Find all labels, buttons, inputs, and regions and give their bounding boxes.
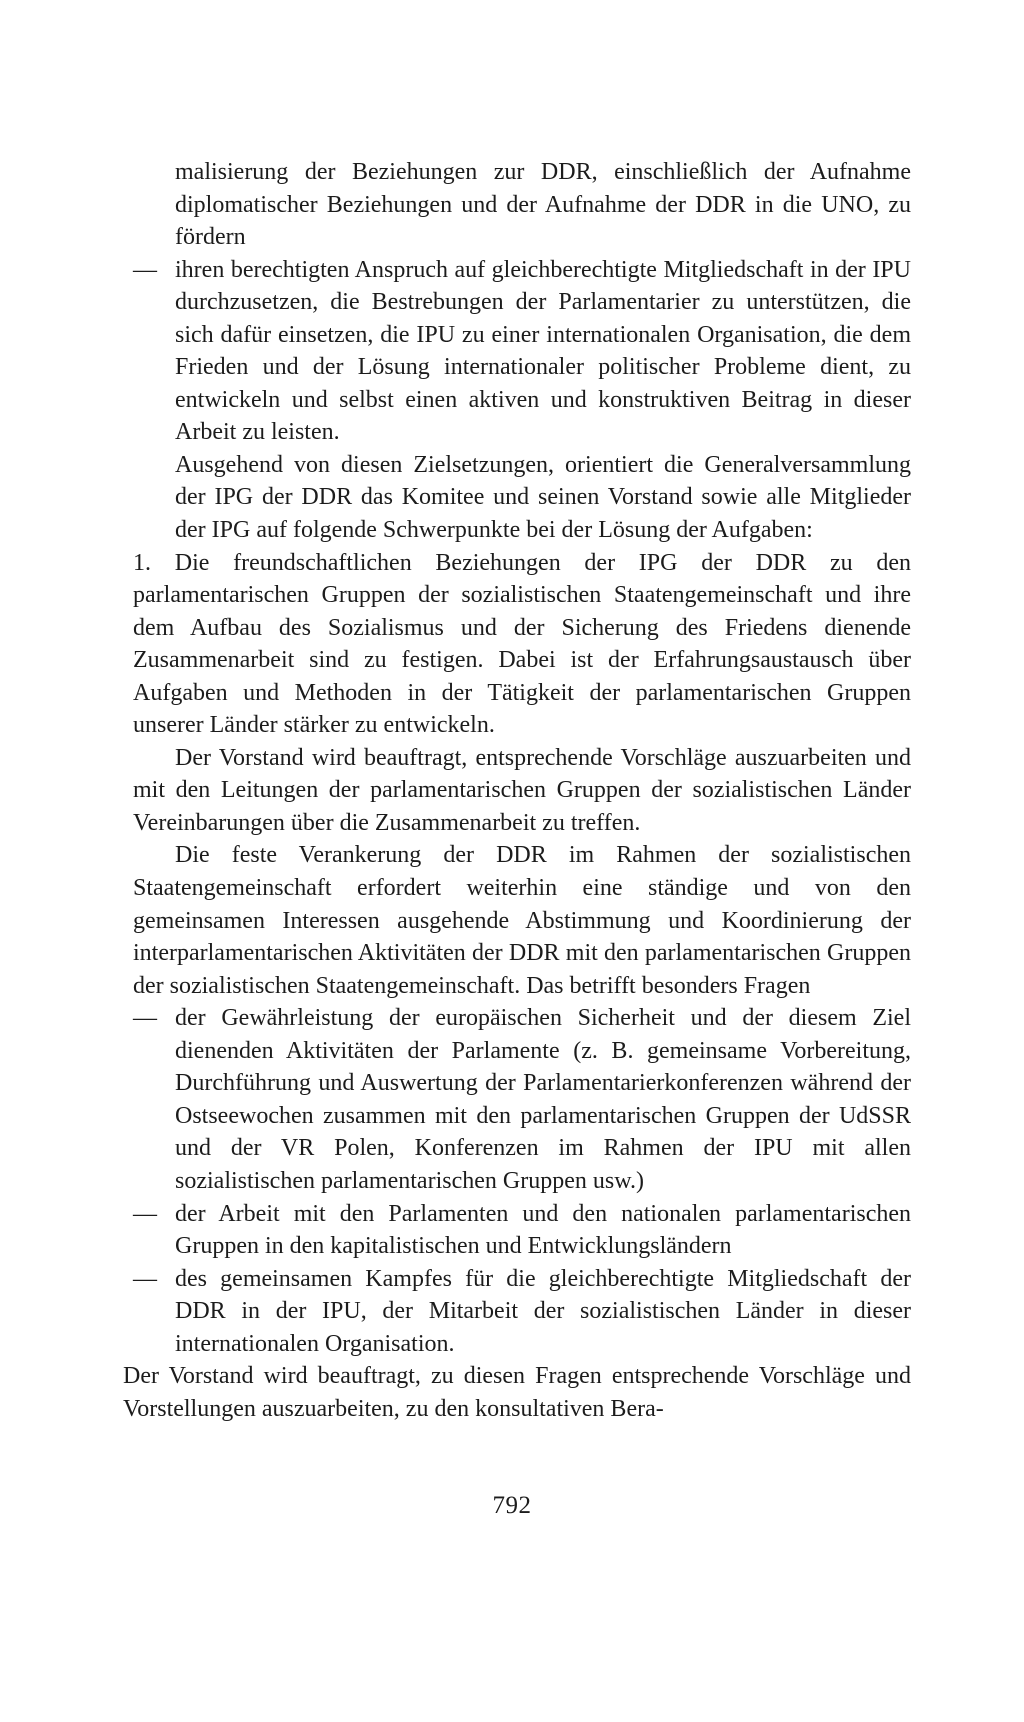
- list-item: [133, 1002, 911, 1197]
- list-item: [133, 1263, 911, 1361]
- continuation-paragraph: malisierung der Beziehungen zur DDR, einschließlich der Aufnahme diplomatischer Beziehungen und der Aufnahme der DDR in die UNO, zu fördern: [175, 159, 911, 251]
- numbered-item-text: Die freundschaftlichen Beziehungen der IPG der DDR zu den parlamentarischen Gruppen der sozialistischen Staatengemeinschaft und ihre dem Aufbau des Sozialismus und der Sicherung des Friedens dienende Zusammenarbeit sind zu festigen. Dabei ist der Erfahrungsaustausch über Aufgaben und Methoden in der Tätigkeit der parlamentarischen Gruppen unserer Länder stärker zu entwickeln.: [133, 549, 911, 739]
- dash-marker: —: [133, 1005, 157, 1032]
- item-number: 1.: [133, 549, 151, 576]
- list-item-text: der Arbeit mit den Parlamenten und den nationalen parlamentarischen Gruppen in den kapitalistischen und Entwicklungsländern: [175, 1200, 911, 1260]
- paragraph: Der Vorstand wird beauftragt, entsprechende Vorschläge auszuarbeiten und mit den Leitungen der parlamentarischen Gruppen der sozialistischen Länder Vereinbarungen über die Zusammenarbeit zu treffen.: [133, 744, 911, 836]
- paragraph: Ausgehend von diesen Zielsetzungen, orientiert die Generalversammlung der IPG der DDR das Komitee und seinen Vorstand sowie alle Mitglieder der IPG auf folgende Schwerpunkte bei der Lösung der Aufgaben:: [175, 451, 911, 544]
- list-item-text: ihren berechtigten Anspruch auf gleichberechtigte Mitgliedschaft in der IPU durchzusetzen, die Bestrebungen der Parlamentarier zu unterstützen, die sich dafür einsetzen, die IPU zu einer internationalen Organisation, die dem Frieden und der Lösung internationaler politischer Probleme dient, zu entwickeln und selbst einen aktiven und konstruktiven Beitrag in dieser Arbeit zu leisten.: [175, 256, 911, 446]
- dash-marker: —: [133, 1200, 157, 1227]
- dash-marker: —: [133, 1265, 157, 1292]
- list-item: [133, 254, 911, 449]
- paragraph: Der Vorstand wird beauftragt, zu diesen Fragen entsprechende Vorschläge und Vorstellungen auszuarbeiten, zu den konsultativen Bera-: [123, 1363, 911, 1422]
- list-item: [133, 1198, 911, 1263]
- list-item-text: der Gewährleistung der europäischen Sicherheit und der diesem Ziel dienenden Aktivitäten der Parlamente (z. B. gemeinsame Vorbereitung, Durchführung und Auswertung der Parlamentarierkonferenzen während der Ostseewochen zusammen mit den parlamentarischen Gruppen der UdSSR und der VR Polen, Konferenzen im Rahmen der IPU mit allen sozialistischen parlamentarischen Gruppen usw.): [175, 1005, 911, 1194]
- dash-marker: —: [133, 256, 157, 283]
- paragraph: Die feste Verankerung der DDR im Rahmen der sozialistischen Staatengemeinschaft erfordert weiterhin eine ständige und von den gemeinsamen Interessen ausgehende Abstimmung und Koordinierung der interparlamentarischen Aktivitäten der DDR mit den parlamentarischen Gruppen der sozialistischen Staatengemeinschaft. Das betrifft besonders Fragen: [133, 842, 911, 999]
- page-number: 792: [492, 1492, 532, 1519]
- list-item-text: des gemeinsamen Kampfes für die gleichberechtigte Mitgliedschaft der DDR in der IPU, der Mitarbeit der sozialistischen Länder in dieser internationalen Organisation.: [175, 1265, 911, 1357]
- numbered-item: [133, 547, 911, 742]
- body-text: [123, 156, 911, 1425]
